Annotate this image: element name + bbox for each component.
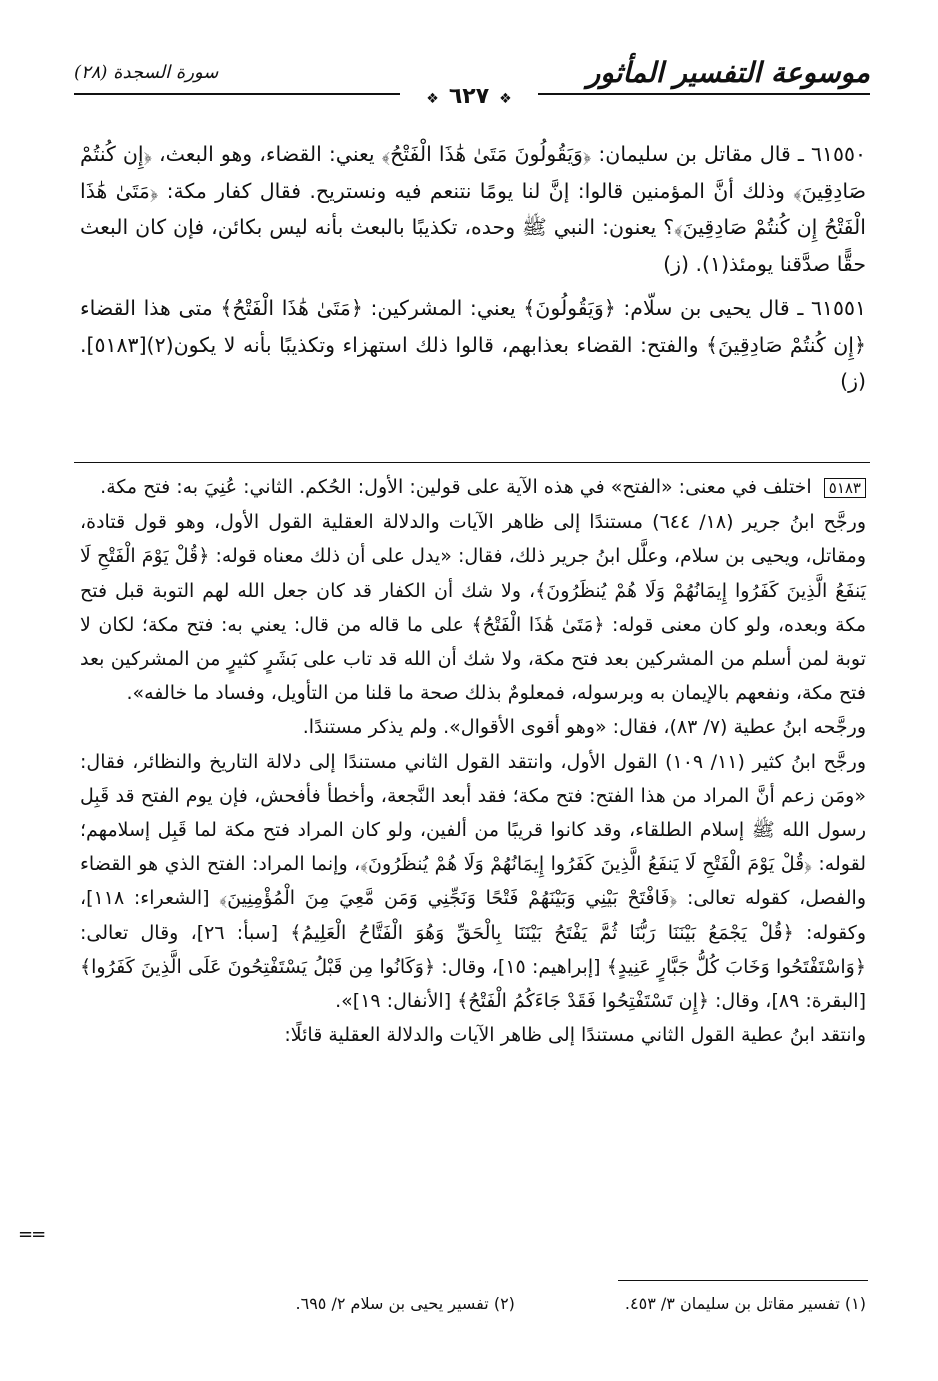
- note-ibn-jarir: ورجَّح ابنُ جرير (١٨/ ٦٤٤) مستندًا إلى ظاهر الآيات والدلالة العقلية القول الأول، وهو قول قتادة، ومقاتل، ويحيى بن سلام، وعلَّل ابنُ جرير ذلك، فقال: «يدل على أن ذلك معناه قوله: ﴿قُلْ يَوْمَ الْفَتْحِ لَا يَنفَعُ الَّذِينَ كَفَرُوا إِيمَانُهُمْ وَلَا هُمْ يُنظَرُونَ﴾، ولا شك أن الكفار قد كان جعل الله لهم التوبة قبل فتح مكة وبعده، ولو كان معنى قوله: ﴿مَتَىٰ هَٰذَا الْفَتْحُ﴾ على ما قاله من قال: يعني به: فتح مكة؛ لكان لا توبة لمن أسلم من المشركين بعد فتح مكة، ولا شك أن الله قد تاب على بَشَرٍ كثيرٍ من المشركين بعد فتح مكة، ونفعهم بالإيمان به وبرسوله، فمعلومٌ بذلك صحة ما قلنا من التأويل، وفساد ما خالفه».: [80, 511, 866, 705]
- commentary-section: [80, 470, 866, 1052]
- main-text: [80, 136, 866, 408]
- page-number-wrap: [0, 84, 938, 109]
- note-intro: [80, 470, 866, 505]
- book-title: موسوعة التفسير المأثور: [586, 55, 870, 89]
- note-intro-text: اختلف في معنى: «الفتح» في هذه الآية على قولين: الأول: الحُكم. الثاني: عُنِيَ به: فتح مكة.: [100, 476, 812, 498]
- note-box-label: ٥١٨٣: [824, 478, 866, 498]
- surah-title: سورة السجدة (٢٨): [74, 61, 219, 83]
- footnote-2: (٢) تفسير يحيى بن سلام ٢/ ٦٩٥.: [295, 1294, 515, 1313]
- footnotes: [200, 1294, 866, 1324]
- continuation-mark: ==: [18, 1224, 45, 1245]
- note-ibn-atiyyah-critique: وانتقد ابنُ عطية القول الثاني مستندًا إلى ظاهر الآيات والدلالة العقلية قائلًا:: [284, 1024, 866, 1047]
- hadith-61550: ٦١٥٥٠ ـ قال مقاتل بن سليمان: ﴿وَيَقُولُونَ مَتَىٰ هَٰذَا الْفَتْحُ﴾ يعني: القضاء، وهو البعث، ﴿إِن كُنتُمْ صَادِقِينَ﴾ وذلك أنَّ المؤمنين قالوا: إنَّ لنا يومًا نتنعم فيه ونستريح. فقال كفار مكة: ﴿مَتَىٰ هَٰذَا الْفَتْحُ إِن كُنتُمْ صَادِقِينَ﴾؟ يعنون: النبي ﷺ وحده، تكذيبًا بالبعث بأنه ليس بكائن، فإن كان البعث حقًّا صدَّقنا يومئذ(١). (ز): [80, 142, 866, 276]
- footnote-rule: [618, 1280, 868, 1281]
- commentary-divider: [74, 462, 870, 463]
- note-ibn-atiyyah: ورجَّحه ابنُ عطية (٧/ ٨٣)، فقال: «وهو أقوى الأقوال». ولم يذكر مستندًا.: [302, 716, 866, 739]
- page-number: ❖ ٦٢٧ ❖: [400, 84, 537, 109]
- note-ibn-kathir: ورجَّح ابنُ كثير (١١/ ١٠٩) القول الأول، وانتقد القول الثاني مستندًا إلى دلالة التاريخ والنظائر، فقال: «ومَن زعم أنَّ المراد من هذا الفتح: فتح مكة؛ فقد أبعد النَّجعة، وأخطأ فأفحش، فإن يوم الفتح قد قَبِل رسول الله ﷺ إسلام الطلقاء، وقد كانوا قريبًا من ألفين، ولو كان المراد فتح مكة لما قَبِل إسلامهم؛ لقوله: ﴿قُلْ يَوْمَ الْفَتْحِ لَا يَنفَعُ الَّذِينَ كَفَرُوا إِيمَانُهُمْ وَلَا هُمْ يُنظَرُونَ﴾، وإنما المراد: الفتح الذي هو القضاء والفصل، كقوله تعالى: ﴿فَافْتَحْ بَيْنِي وَبَيْنَهُمْ فَتْحًا وَنَجِّنِي وَمَن مَّعِيَ مِنَ الْمُؤْمِنِينَ﴾ [الشعراء: ١١٨]، وكقوله: ﴿قُلْ يَجْمَعُ بَيْنَنَا رَبُّنَا ثُمَّ يَفْتَحُ بَيْنَنَا بِالْحَقِّ وَهُوَ الْفَتَّاحُ الْعَلِيمُ﴾ [سبأ: ٢٦]، وقال تعالى: ﴿وَاسْتَفْتَحُوا وَخَابَ كُلُّ جَبَّارٍ عَنِيدٍ﴾ [إبراهيم: ١٥]، وقال: ﴿وَكَانُوا مِن قَبْلُ يَسْتَفْتِحُونَ عَلَى الَّذِينَ كَفَرُوا﴾ [البقرة: ٨٩]، وقال: ﴿إِن تَسْتَفْتِحُوا فَقَدْ جَاءَكُمُ الْفَتْحُ﴾ [الأنفال: ١٩]».: [80, 750, 867, 1013]
- hadith-61551: ٦١٥٥١ ـ قال يحيى بن سلّام: ﴿وَيَقُولُونَ﴾ يعني: المشركين: ﴿مَتَىٰ هَٰذَا الْفَتْحُ﴾ متى هذا القضاء ﴿إِن كُنتُمْ صَادِقِينَ﴾ والفتح: القضاء بعذابهم، قالوا ذلك استهزاء وتكذيبًا بأنه لا يكون(٢)[٥١٨٣]. (ز): [80, 296, 866, 393]
- footnote-1: (١) تفسير مقاتل بن سليمان ٣/ ٤٥٣.: [624, 1294, 866, 1313]
